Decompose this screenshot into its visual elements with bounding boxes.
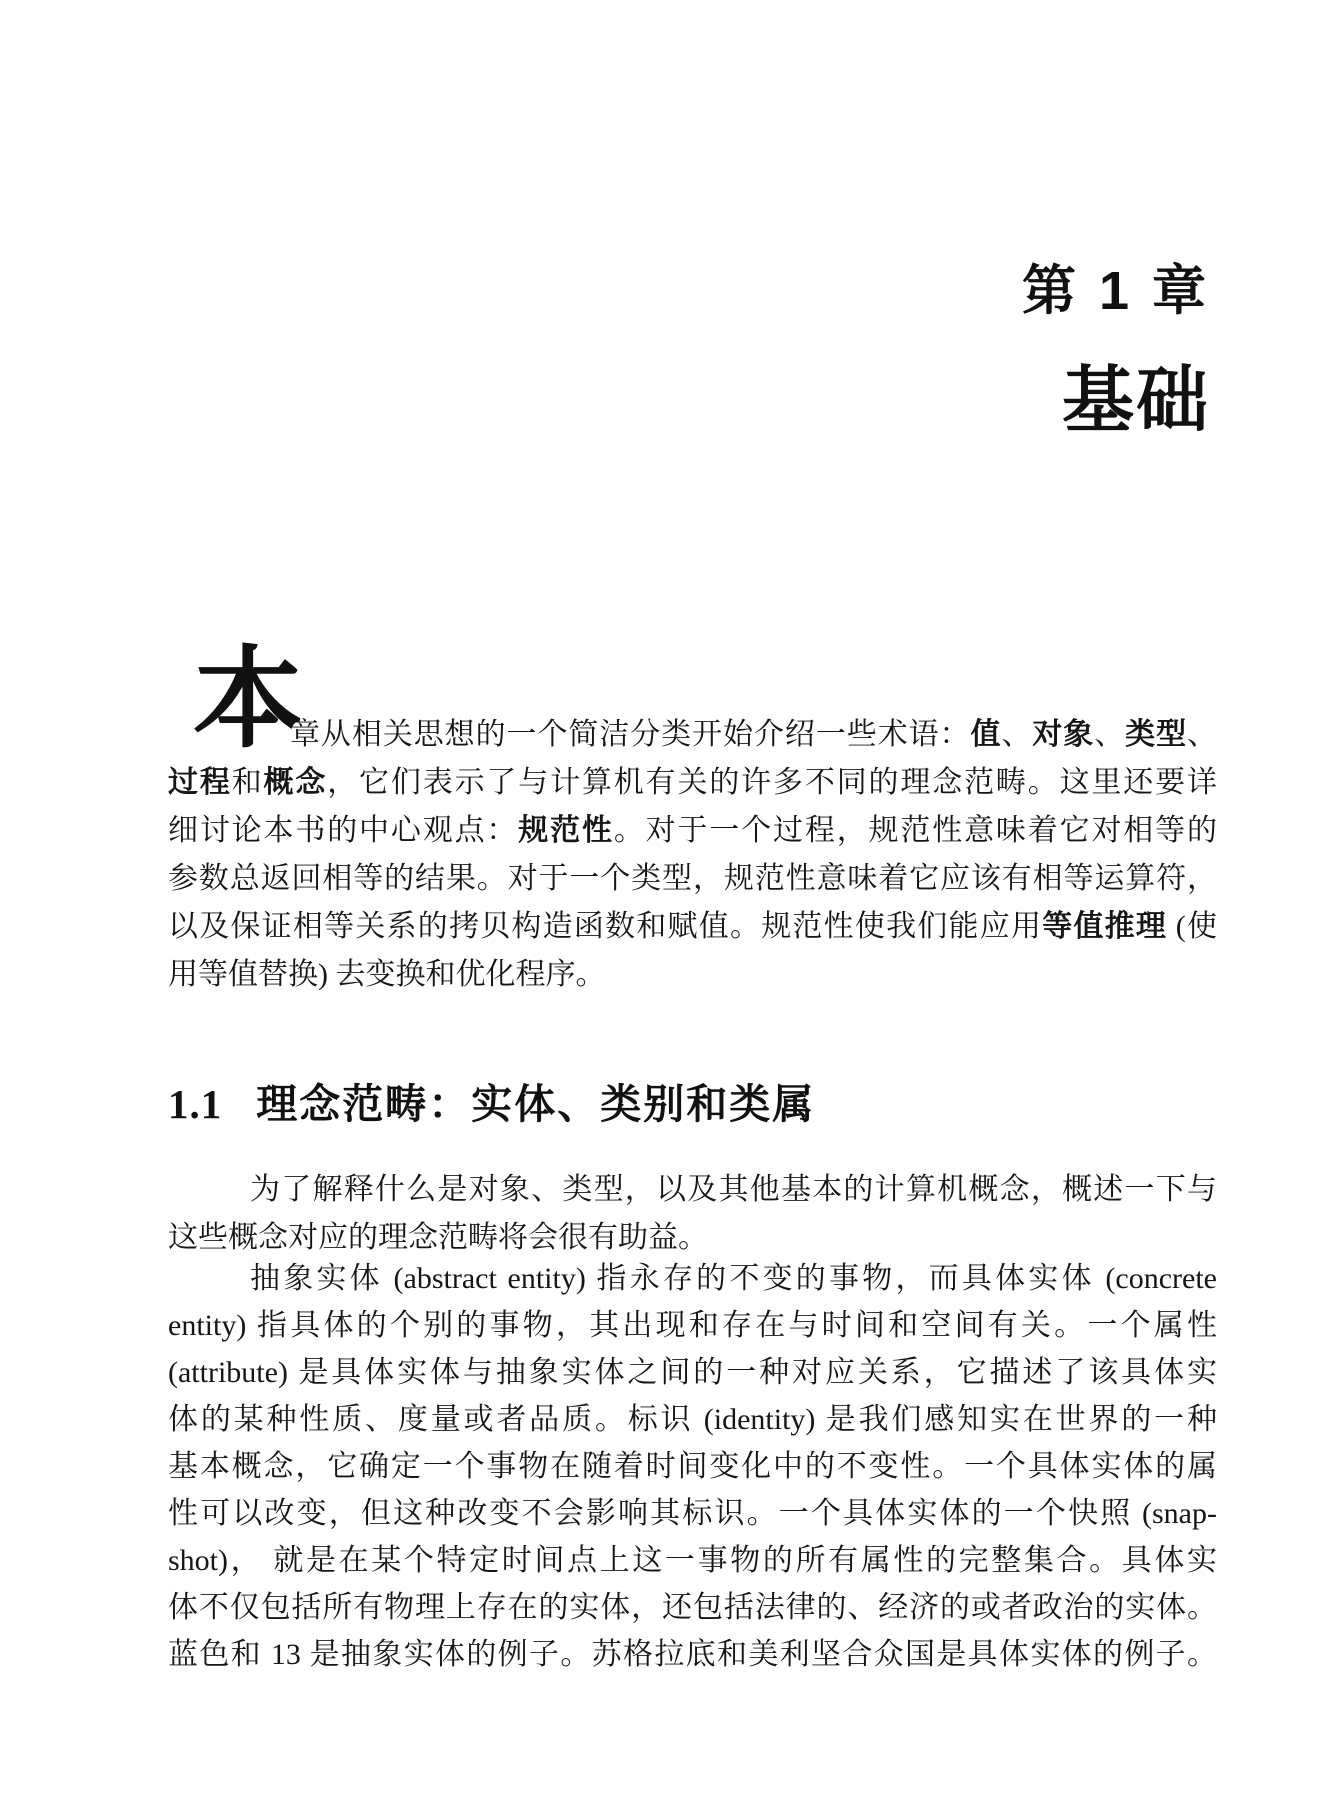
text-run: 以及保证相等关系的拷贝构造函数和赋值。规范性使我们能应用 [168, 910, 1043, 943]
text-line [168, 855, 1217, 903]
text-line [168, 1443, 1217, 1490]
bold-term: 规范性 [518, 814, 614, 847]
paragraph-intro [168, 711, 1217, 999]
paragraph-categories-intro [168, 1166, 1217, 1262]
text-run: (attribute) 是具体实体与抽象实体之间的一种对应关系，它描述了该具体实 [168, 1356, 1217, 1389]
text-line [168, 1490, 1217, 1537]
text-line [168, 1255, 1217, 1302]
text-run: ，它们表示了与计算机有关的许多不同的理念范畴。这里还要详 [327, 766, 1217, 799]
text-line [168, 1166, 1217, 1214]
text-line [168, 1396, 1217, 1443]
section-heading [168, 1080, 1217, 1129]
text-line [168, 759, 1217, 807]
text-run: (使 [1167, 910, 1218, 943]
text-run: 和 [231, 766, 264, 799]
text-run: 参数总返回相等的结果。对于一个类型，规范性意味着它应该有相等运算符， [168, 862, 1217, 895]
section-number: 1.1 [168, 1081, 223, 1127]
text-run: 抽象实体 (abstract entity) 指永存的不变的事物，而具体实体 (concrete [250, 1262, 1217, 1295]
text-line [168, 807, 1217, 855]
text-run: 性可以改变，但这种改变不会影响其标识。一个具体实体的一个快照 (snap- [168, 1497, 1217, 1530]
text-line [168, 951, 1217, 999]
text-run: 蓝色和 13 是抽象实体的例子。苏格拉底和美利坚合众国是具体实体的例子。 [168, 1638, 1217, 1671]
text-run: 。对于一个过程，规范性意味着它对相等的 [613, 814, 1217, 847]
text-run: 细讨论本书的中心观点： [168, 814, 519, 847]
bold-term: 类型 [1125, 718, 1188, 751]
text-run: shot)， 就是在某个特定时间点上这一事物的所有属性的完整集合。具体实 [168, 1544, 1217, 1577]
drop-cap: 本 [193, 639, 303, 761]
text-run: 体不仅包括所有物理上存在的实体，还包括法律的、经济的或者政治的实体。 [168, 1591, 1217, 1624]
text-run: 章从相关思想的一个简洁分类开始介绍一些术语： [290, 718, 971, 751]
section-title: 理念范畴：实体、类别和类属 [256, 1081, 816, 1127]
text-run: 、 [1001, 718, 1033, 751]
text-line [168, 711, 1217, 759]
paragraph-entities [168, 1255, 1217, 1678]
bold-term: 值 [970, 718, 1002, 751]
text-run: 为了解释什么是对象、类型，以及其他基本的计算机概念，概述一下与 [250, 1173, 1217, 1206]
text-line [168, 1537, 1217, 1584]
bold-term: 概念 [263, 766, 328, 799]
text-line [168, 1631, 1217, 1678]
bold-term: 对象 [1032, 718, 1095, 751]
chapter-title: 基础 [1061, 361, 1210, 441]
text-run: 用等值替换) 去变换和优化程序。 [168, 958, 606, 991]
text-line [168, 1302, 1217, 1349]
chapter-number: 第 1 章 [1021, 261, 1210, 321]
text-line [168, 1349, 1217, 1396]
text-run: 体的某种性质、度量或者品质。标识 (identity) 是我们感知实在世界的一种 [168, 1403, 1217, 1436]
text-run: 基本概念，它确定一个事物在随着时间变化中的不变性。一个具体实体的属 [168, 1450, 1217, 1483]
bold-term: 过程 [168, 766, 232, 799]
text-run: entity) 指具体的个别的事物，其出现和存在与时间和空间有关。一个属性 [168, 1309, 1217, 1342]
text-run: 这些概念对应的理念范畴将会很有助益。 [168, 1221, 708, 1254]
text-run: 、 [1094, 718, 1126, 751]
text-line [168, 1584, 1217, 1631]
text-run: 、 [1187, 718, 1218, 751]
bold-term: 等值推理 [1042, 910, 1168, 943]
text-line [168, 903, 1217, 951]
